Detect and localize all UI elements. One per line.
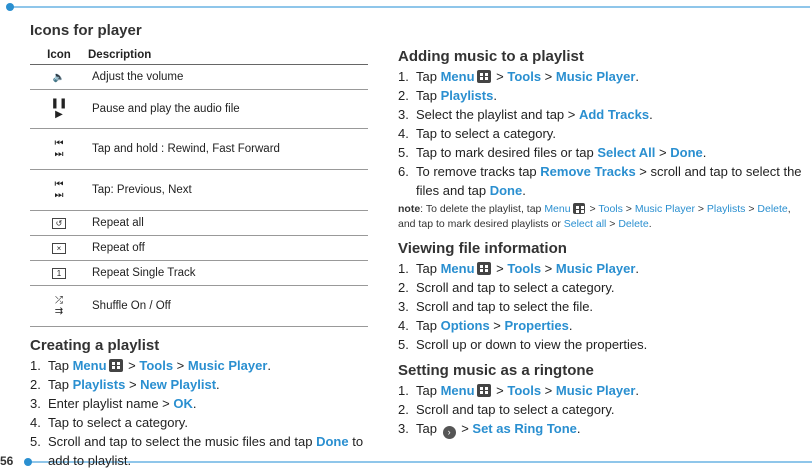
table-row: [30, 65, 368, 90]
list-item: 4. Tap Options > Properties.: [398, 318, 573, 333]
repeat-all-icon: ↺: [52, 218, 66, 229]
row-desc: Repeat off: [88, 236, 368, 261]
row-desc: Repeat Single Track: [88, 261, 368, 286]
ringtone-title: Setting music as a ringtone: [398, 362, 594, 379]
icons-section-title: Icons for player: [30, 22, 142, 39]
shuffle-icon: ⤮ ⇉: [54, 295, 64, 317]
list-item: 3. Enter playlist name > OK.: [30, 396, 197, 411]
note: note: To delete the playlist, tap Menu > Tools > Music Player > Playlists > Delete, and tap to mark desired playlists or Select all > Delete.: [398, 203, 791, 230]
viewing-file-title: Viewing file information: [398, 240, 567, 257]
top-rule-dot: [6, 3, 14, 11]
table-row: [30, 261, 368, 286]
table-row: [30, 211, 368, 236]
table-row: [30, 129, 368, 170]
list-item: 4. Tap to select a category.: [30, 415, 188, 430]
row-desc: Pause and play the audio file: [88, 90, 368, 129]
list-item: 1. Tap Menu > Tools > Music Player.: [30, 358, 272, 373]
menu-icon: [477, 262, 491, 275]
menu-icon: [109, 359, 123, 372]
row-desc: Shuffle On / Off: [88, 286, 368, 327]
right-column: [398, 22, 803, 439]
list-item: 3. Select the playlist and tap > Add Tracks.: [398, 107, 653, 122]
list-item: 2. Tap Playlists > New Playlist.: [30, 377, 220, 392]
header-description: Description: [88, 45, 368, 65]
adding-music-title: Adding music to a playlist: [398, 48, 584, 65]
list-item: 2. Scroll and tap to select a category.: [398, 402, 615, 417]
list-item: 1. Tap Menu > Tools > Music Player.: [398, 383, 640, 398]
menu-icon: [477, 70, 491, 83]
repeat-off-icon: ×: [52, 243, 66, 254]
viewing-steps: [398, 259, 803, 354]
volume-icon: 🔈: [52, 71, 66, 83]
list-item: 1. Tap Menu > Tools > Music Player.: [398, 69, 640, 84]
table-row: [30, 236, 368, 261]
table-row: [30, 90, 368, 129]
list-item: 3. Tap › > Set as Ring Tone.: [398, 421, 581, 437]
list-item: 2. Tap Playlists.: [398, 88, 497, 103]
table-row: [30, 286, 368, 327]
page-number: 56: [0, 454, 14, 468]
list-item: 2. Scroll and tap to select a category.: [398, 280, 615, 295]
list-item: 1. Tap Menu > Tools > Music Player.: [398, 261, 640, 276]
table-header-row: [30, 45, 368, 65]
row-desc: Adjust the volume: [88, 65, 368, 90]
ringtone-steps: [398, 381, 803, 439]
list-item: 5. Scroll up or down to view the properties.: [398, 337, 648, 352]
list-item: 4. Tap to select a category.: [398, 126, 556, 141]
icons-table: [30, 45, 368, 327]
list-item: 3. Scroll and tap to select the file.: [398, 299, 594, 314]
list-item: 6. To remove tracks tap Remove Tracks > scroll and tap to select the files and tap Done.: [398, 164, 802, 198]
creating-steps: [30, 356, 370, 470]
creating-playlist-title: Creating a playlist: [30, 337, 160, 354]
pause-play-icon: ❚❚ ▶: [50, 98, 68, 120]
left-column: [30, 22, 370, 470]
repeat-single-icon: 1: [52, 268, 66, 279]
list-item: 5. Scroll and tap to select the music files and tap Done to add to playlist.: [30, 434, 364, 468]
top-rule: [10, 6, 810, 8]
row-desc: Tap: Previous, Next: [88, 170, 368, 211]
row-desc: Tap and hold : Rewind, Fast Forward: [88, 129, 368, 170]
list-item: 5. Tap to mark desired files or tap Select All > Done.: [398, 145, 707, 160]
row-desc: Repeat all: [88, 211, 368, 236]
menu-icon: [573, 203, 585, 214]
rewind-forward-icon: ⏮ ⏭: [54, 138, 64, 160]
menu-icon: [477, 384, 491, 397]
options-icon: ›: [443, 426, 456, 439]
previous-next-icon: ⏮ ⏭: [54, 179, 64, 201]
table-row: [30, 170, 368, 211]
header-icon: Icon: [30, 45, 88, 65]
adding-steps: [398, 67, 803, 200]
